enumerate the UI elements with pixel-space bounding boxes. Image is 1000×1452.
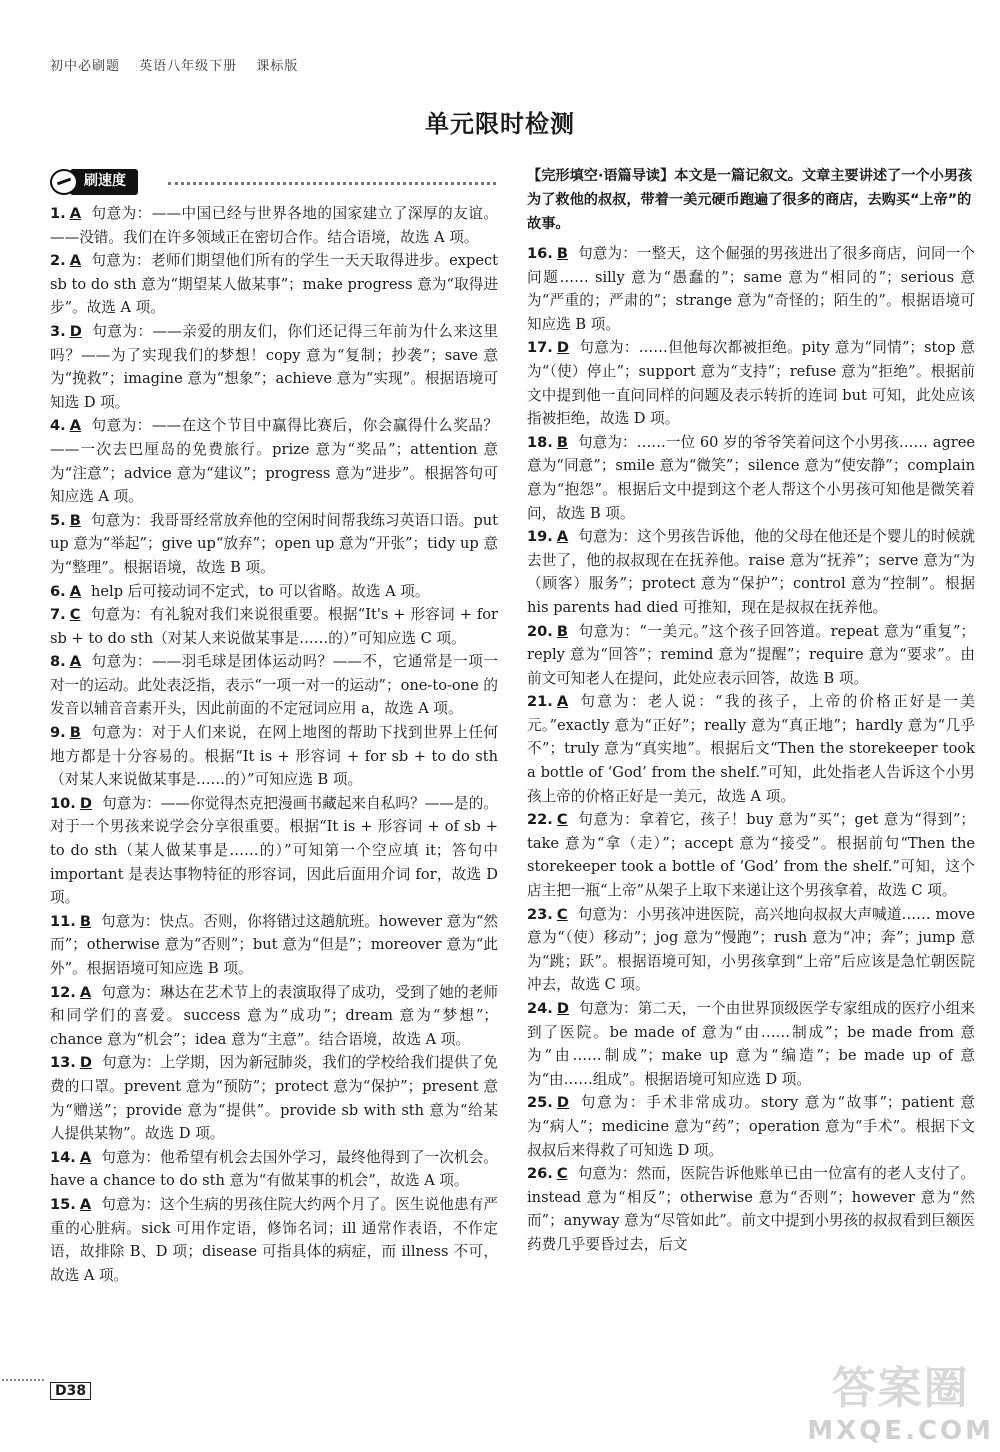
book-name: 初中必刷题: [50, 59, 121, 74]
item-answer: B: [556, 245, 568, 262]
right-column: [527, 168, 975, 1257]
answer-item: [527, 1162, 975, 1256]
item-answer: B: [69, 724, 81, 742]
answer-item: [527, 431, 975, 525]
item-explanation: 句意为：琳达在艺术节上的表演取得了成功，受到了她的老师和同学们的喜爱。success 意为“成功”；dream 意为“梦想”；chance 意为“机会”；idea 意为“主意”。结合语境，故选 A 项。: [50, 983, 498, 1048]
item-number: 11.: [50, 912, 76, 930]
item-answer: D: [556, 1094, 569, 1112]
item-number: 19.: [527, 528, 553, 546]
item-explanation: 句意为：——在这个节目中赢得比赛后，你会赢得什么奖品？——一次去巴厘岛的免费旅行。prize 意为“奖品”；attention 意为“注意”；advice 意为“建议”；progress 意为“进步”。根据答句可知应选 A 项。: [50, 417, 498, 506]
item-number: 24.: [527, 1000, 553, 1017]
item-explanation: 句意为：老人说：“我的孩子，上帝的价格正好是一美元。”exactly 意为“正好”；really 意为“真正地”；hardly 意为“几乎不”；truly 意为“真实地”。根据后文“Then the storekeeper took a bottle of ‘God’ from the shelf.”可知，此处指老人告诉这个小男孩上帝的价格正好是一美元，故选 A 项。: [527, 693, 975, 805]
item-answer: A: [69, 417, 81, 435]
ball-icon: [50, 169, 78, 195]
edition-name: 课标版: [256, 59, 299, 74]
left-column: [50, 168, 498, 1287]
item-number: 21.: [527, 693, 553, 711]
answer-item: [50, 721, 498, 792]
answer-item: [50, 249, 498, 320]
subject-name: 英语八年级下册: [139, 59, 238, 74]
passage-intro: 【完形填空·语篇导读】本文是一篇记叙文。文章主要讲述了一个小男孩为了救他的叔叔，带着一美元硬币跑遍了很多的商店，去购买“上帝”的故事。: [527, 168, 973, 232]
item-answer: D: [69, 322, 82, 340]
item-answer: D: [556, 1000, 569, 1017]
item-answer: A: [69, 582, 81, 600]
item-number: 26.: [527, 1165, 553, 1183]
answer-list-right: [527, 242, 975, 1257]
answer-item: [527, 1091, 975, 1162]
item-answer: C: [556, 1165, 568, 1183]
item-explanation: 句意为：对于人们来说，在网上地图的帮助下找到世界上任何地方都是十分容易的。根据“It is + 形容词 + for sb + to do sth（对某人来说做某事是……的）”可知应选 B 项。: [50, 724, 498, 789]
item-explanation: 句意为：然而，医院告诉他账单已由一位富有的老人支付了。instead 意为“相反”；otherwise 意为“否则”；however 意为“然而”；anyway 意为“尽管如此”。前文中提到小男孩的叔叔看到巨额医药费几乎要昏过去，后文: [527, 1165, 975, 1253]
answer-item: [527, 525, 975, 619]
item-explanation: 句意为：——羽毛球是团体运动吗？——不，它通常是一项一对一的运动。此处表泛指，表示“一项一对一的运动”；one-to-one 的发音以辅音音素开头，因此前面的不定冠词应用 a，故选 A 项。: [50, 653, 498, 718]
answer-item: [527, 997, 975, 1091]
item-number: 16.: [527, 245, 553, 262]
answer-item: [527, 690, 975, 808]
item-number: 7.: [50, 606, 66, 624]
watermark-logo: 答案圈: [831, 1363, 970, 1414]
answer-item: [527, 903, 975, 997]
answer-item: [50, 792, 498, 910]
answer-item: [50, 603, 498, 650]
item-number: 2.: [50, 252, 66, 270]
item-explanation: 句意为：他希望有机会去国外学习，最终他得到了一次机会。have a chance to do sth 意为“有做某事的机会”，故选 A 项。: [50, 1148, 498, 1190]
item-number: 10.: [50, 794, 76, 812]
item-explanation: 句意为：——你觉得杰克把漫画书藏起来自私吗？——是的。对于一个男孩来说学会分享很重要。根据“It is + 形容词 + of sb + to do sth（某人做某事是……的）”可知第一个空应填 it；答句中 important 是表达事物特征的形容词，因此后面用介词 for，故选 D 项。: [50, 794, 498, 907]
item-explanation: 句意为：——中国已经与世界各地的国家建立了深厚的友谊。——没错。我们在许多领域正在密切合作。结合语境，故选 A 项。: [50, 205, 498, 246]
answer-list-left: [50, 202, 498, 1287]
item-explanation: 句意为：老师们期望他们所有的学生一天天取得进步。expect sb to do sth 意为“期望某人做某事”；make progress 意为“取得进步”。故选 A 项。: [50, 252, 498, 317]
item-answer: A: [79, 983, 92, 1001]
watermark-url: MXQE.COM: [807, 1416, 994, 1446]
answer-item: [527, 808, 975, 902]
item-answer: C: [556, 905, 568, 923]
item-answer: A: [556, 528, 569, 546]
item-answer: B: [556, 622, 568, 640]
dotted-divider: [168, 182, 496, 185]
item-answer: A: [69, 252, 81, 270]
item-explanation: 句意为：拿着它，孩子！buy 意为“买”；get 意为“得到”；take 意为“拿（走）”；accept 意为“接受”。根据前句“Then the storekeeper took a bottle of ‘God’ from the shelf.”可知，这个店主把一瓶“上帝”从架子上取下来递让这个男孩拿着，故选 C 项。: [527, 811, 975, 900]
answer-item: [50, 580, 498, 604]
item-explanation: 句意为：“一美元。”这个孩子回答道。repeat 意为“重复”；reply 意为“回答”；remind 意为“提醒”；require 意为“要求”。由前文可知老人在提问，此处应表示回答，故选 B 项。: [527, 622, 975, 687]
answer-item: [50, 1051, 498, 1145]
item-number: 25.: [527, 1094, 553, 1112]
item-explanation: help 后可接动词不定式，to 可以省略。故选 A 项。: [91, 582, 430, 600]
page-number: D38: [50, 1382, 91, 1400]
item-number: 5.: [50, 511, 66, 529]
item-answer: A: [69, 205, 81, 222]
item-answer: C: [69, 606, 81, 624]
item-number: 20.: [527, 622, 553, 640]
page-title: 单元限时检测: [425, 110, 575, 138]
item-answer: C: [556, 811, 568, 829]
item-answer: B: [556, 433, 568, 451]
item-answer: D: [556, 339, 569, 357]
answer-item: [527, 336, 975, 430]
item-number: 6.: [50, 582, 66, 600]
section-badge-label: 刷速度: [70, 169, 138, 195]
item-answer: B: [69, 511, 81, 529]
section-badge: [50, 170, 138, 194]
answer-item: [50, 509, 498, 580]
item-answer: A: [79, 1195, 92, 1213]
item-number: 9.: [50, 724, 66, 742]
answer-item: [50, 910, 498, 981]
answer-item: [527, 620, 975, 691]
item-number: 15.: [50, 1195, 76, 1213]
item-explanation: 句意为：我哥哥经常放弃他的空闲时间帮我练习英语口语。put up 意为“举起”；give up“放弃”；open up 意为“开张”；tidy up 意为“整理”。根据语境，故选 B 项。: [50, 511, 498, 576]
item-explanation: 句意为：第二天，一个由世界顶级医学专家组成的医疗小组来到了医院。be made of 意为“由……制成”；be made from 意为“由……制成”；make up 意为“编造”；be made up of 意为“由……组成”。根据语境可知应选 D 项。: [527, 1000, 975, 1088]
item-number: 8.: [50, 653, 66, 671]
item-number: 13.: [50, 1054, 76, 1072]
item-number: 3.: [50, 322, 66, 340]
watermark: [807, 1352, 994, 1446]
item-explanation: 句意为：有礼貌对我们来说很重要。根据“It's + 形容词 + for sb + to do sth（对某人来说做某事是……的）”可知应选 C 项。: [50, 606, 498, 647]
item-number: 4.: [50, 417, 66, 435]
answer-item: [50, 414, 498, 508]
footer-dots: [2, 1379, 44, 1381]
item-explanation: 句意为：手术非常成功。story 意为“故事”；patient 意为“病人”；medicine 意为“药”；operation 意为“手术”。根据下文叔叔后来得救了可知选 D 项。: [527, 1094, 975, 1159]
answer-item: [50, 1193, 498, 1287]
item-number: 23.: [527, 905, 553, 923]
item-answer: D: [79, 1054, 92, 1072]
item-number: 14.: [50, 1148, 76, 1166]
answer-item: [50, 202, 498, 249]
item-explanation: 句意为：……但他每次都被拒绝。pity 意为“同情”；stop 意为“（使）停止”；support 意为“支持”；refuse 意为“拒绝”。根据前文中提到他一直问同样的问题及表示转折的连词 but 可知，此处应该指被拒绝，故选 D 项。: [527, 339, 975, 428]
item-answer: A: [556, 693, 569, 711]
item-explanation: 句意为：小男孩冲进医院，高兴地向叔叔大声喊道…… move 意为“（使）移动”；jog 意为“慢跑”；rush 意为“冲；奔”；jump 意为“跳；跃”。根据语境可知，小男孩拿到“上帝”后应该是急忙朝医院冲去，故选 C 项。: [527, 905, 975, 994]
answer-item: [50, 320, 498, 414]
item-answer: D: [79, 794, 92, 812]
item-explanation: 句意为：这个生病的男孩住院大约两个月了。医生说他患有严重的心脏病。sick 可用作定语，修饰名词；ill 通常作表语，不作定语，故排除 B、D 项；disease 可指具体的病症，而 illness 不可，故选 A 项。: [50, 1195, 498, 1284]
item-explanation: 句意为：这个男孩告诉他，他的父母在他还是个婴儿的时候就去世了，他的叔叔现在在抚养他。raise 意为“抚养”；serve 意为“为（顾客）服务”；protect 意为“保护”；control 意为“控制”。根据 his parents had died 可推知，现在是叔叔在抚养他。: [527, 528, 975, 616]
item-answer: A: [79, 1148, 92, 1166]
item-explanation: 句意为：一整天，这个倔强的男孩进出了很多商店，问同一个问题…… silly 意为“愚蠢的”；same 意为“相同的”；serious 意为“严重的；严肃的”；strange 意为“奇怪的；陌生的”。根据语境可知应选 B 项。: [527, 245, 975, 333]
item-number: 18.: [527, 433, 553, 451]
running-header: [50, 55, 312, 74]
answer-item: [527, 242, 975, 336]
item-number: 22.: [527, 811, 553, 829]
item-answer: B: [79, 912, 91, 930]
answer-item: [50, 981, 498, 1052]
item-number: 1.: [50, 205, 66, 222]
item-answer: A: [69, 653, 81, 671]
item-explanation: 句意为：——亲爱的朋友们，你们还记得三年前为什么来这里吗？——为了实现我们的梦想！copy 意为“复制；抄袭”；save 意为“挽救”；imagine 意为“想象”；achieve 意为“实现”。根据语境可知选 D 项。: [50, 322, 498, 411]
item-explanation: 句意为：快点。否则，你将错过这趟航班。however 意为“然而”；otherwise 意为“否则”；but 意为“但是”；moreover 意为“此外”。根据语境可知应选 B 项。: [50, 912, 498, 977]
item-number: 12.: [50, 983, 76, 1001]
item-explanation: 句意为：上学期，因为新冠肺炎，我们的学校给我们提供了免费的口罩。prevent 意为“预防”；protect 意为“保护”；present 意为“赠送”；provide 意为“提供”。provide sb with sth 意为“给某人提供某物”。故选 D 项。: [50, 1054, 498, 1143]
answer-item: [50, 1146, 498, 1193]
section-badge-row: [50, 168, 498, 198]
item-explanation: 句意为：……一位 60 岁的爷爷笑着问这个小男孩…… agree 意为“同意”；smile 意为“微笑”；silence 意为“使安静”；complain 意为“抱怨”。根据后文中提到这个老人帮这个小男孩可知他是微笑着问，故选 B 项。: [527, 433, 975, 522]
answer-item: [50, 650, 498, 721]
item-number: 17.: [527, 339, 553, 357]
